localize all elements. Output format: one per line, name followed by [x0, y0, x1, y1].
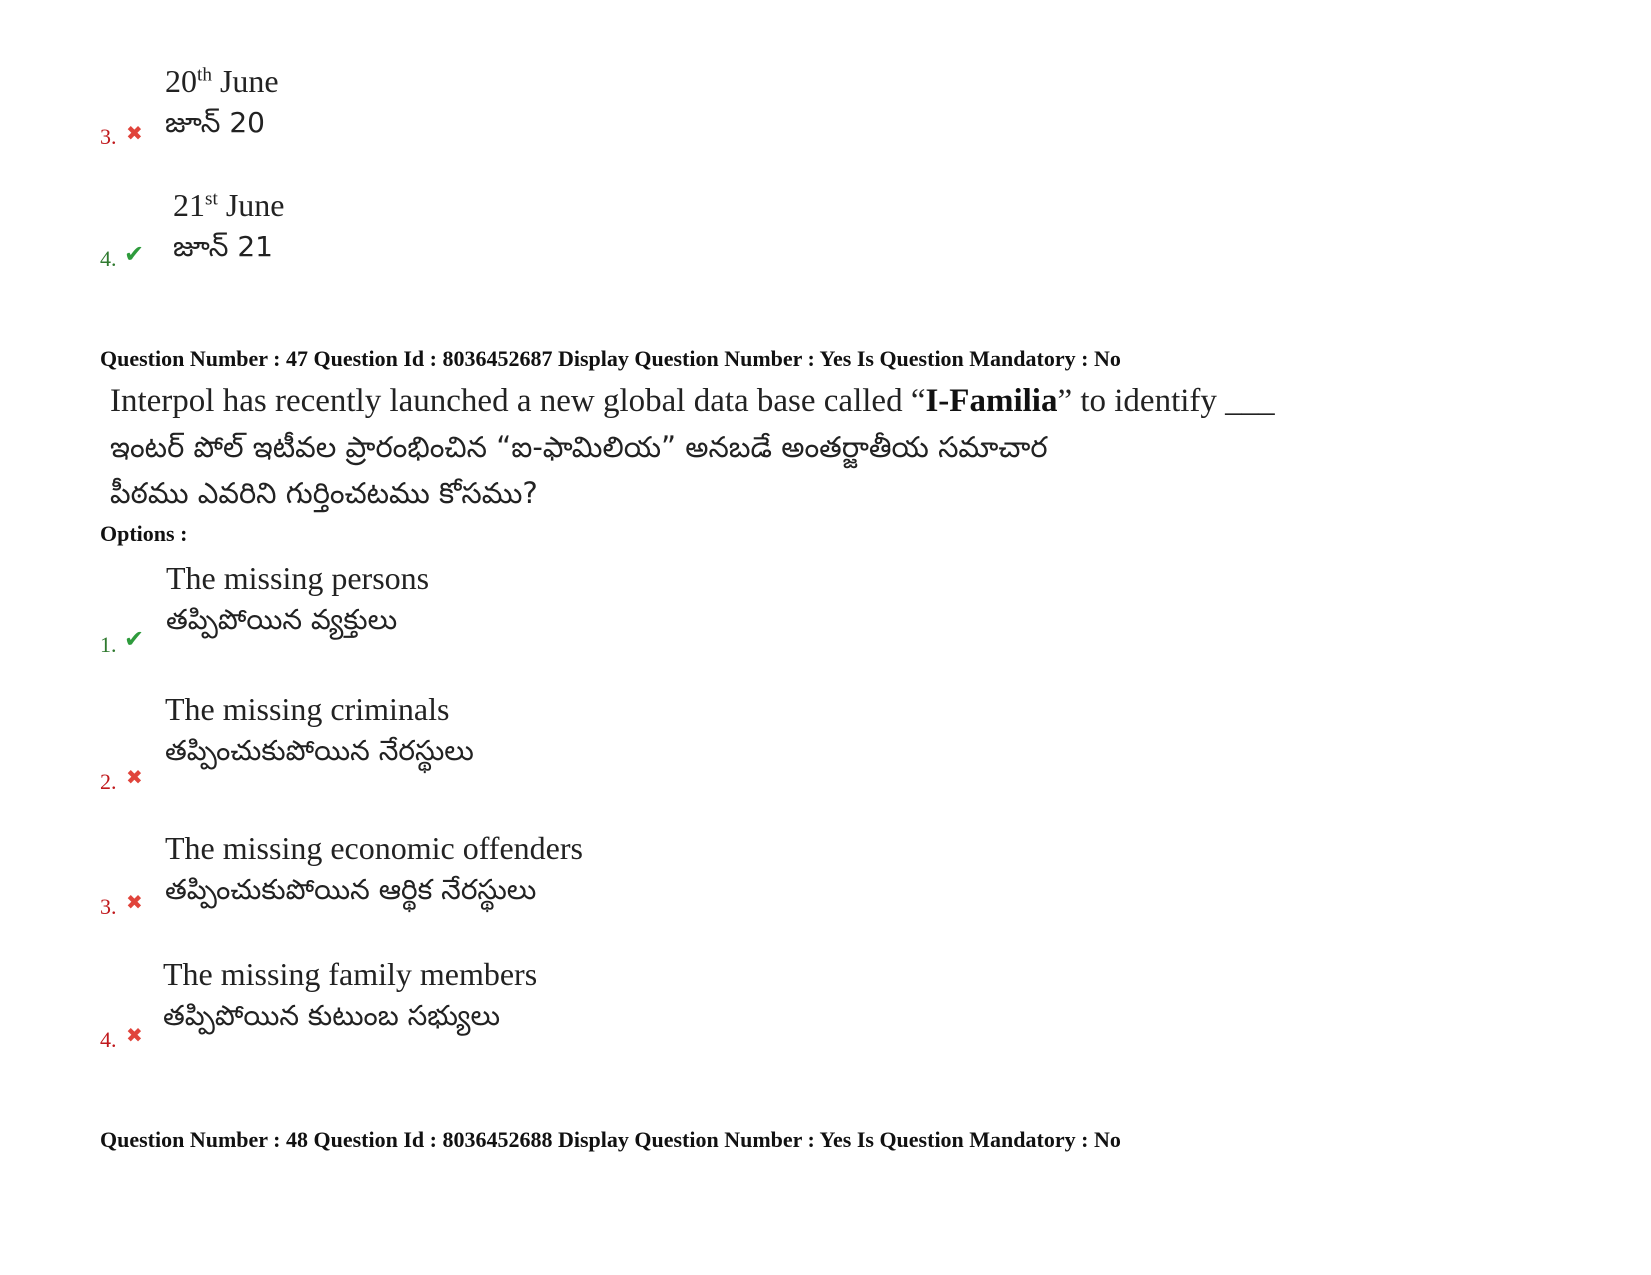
option-1-te: తప్పిపోయిన వ్యక్తులు	[166, 603, 398, 636]
option-3-text	[165, 827, 583, 911]
option-3-te: తప్పించుకుపోయిన ఆర్థిక నేరస్థులు	[165, 873, 537, 906]
option-4-en: The missing family members	[163, 956, 538, 992]
check-icon: ✔	[124, 240, 145, 268]
option-1-number: 1.	[100, 632, 117, 657]
option-3-en: The missing economic offenders	[165, 830, 583, 866]
prev-option-4-te: జూన్ 21	[173, 230, 273, 263]
option-4-te: తప్పిపోయిన కుటుంబ సభ్యులు	[163, 999, 501, 1032]
option-2-number: 2.	[100, 769, 117, 794]
question-47-text-te-line2: పీఠము ఎవరిని గుర్తించటము కోసము?	[110, 476, 538, 510]
option-2-text	[165, 688, 474, 772]
options-label: Options :	[100, 521, 188, 546]
option-4-text	[163, 953, 537, 1037]
question-47-text-en: Interpol has recently launched a new global data base called “I-Familia” to identify ___	[110, 383, 1275, 419]
cross-icon: ✖	[126, 890, 143, 914]
question-48-meta: Question Number : 48 Question Id : 8036452688 Display Question Number : Yes Is Question Mandatory : No	[100, 1127, 1121, 1152]
option-2-en: The missing criminals	[165, 691, 450, 727]
cross-icon: ✖	[126, 121, 143, 145]
option-1-en: The missing persons	[166, 560, 430, 596]
option-4-number: 4.	[100, 1027, 117, 1052]
prev-option-3-en: 20th June	[165, 63, 279, 99]
question-47-text	[110, 378, 1275, 516]
option-2-te: తప్పించుకుపోయిన నేరస్థులు	[165, 734, 474, 767]
option-1-text	[166, 557, 429, 641]
cross-icon: ✖	[126, 1023, 143, 1047]
prev-option-3-number: 3.	[100, 124, 117, 149]
cross-icon: ✖	[126, 765, 143, 789]
question-47-meta: Question Number : 47 Question Id : 8036452687 Display Question Number : Yes Is Question Mandatory : No	[100, 346, 1121, 371]
prev-option-4-text	[173, 184, 284, 268]
option-3-number: 3.	[100, 894, 117, 919]
question-47-text-te-line1: ఇంటర్ పోల్ ఇటీవల ప్రారంభించిన “ఐ-ఫామిలియ” అనబడే అంతర్జాతీయ సమాచార	[110, 430, 1048, 464]
prev-option-3-te: జూన్ 20	[165, 106, 265, 139]
prev-option-4-en: 21st June	[173, 187, 285, 223]
prev-option-3-text	[165, 60, 279, 144]
check-icon: ✔	[124, 625, 145, 653]
prev-option-4-number: 4.	[100, 246, 117, 271]
